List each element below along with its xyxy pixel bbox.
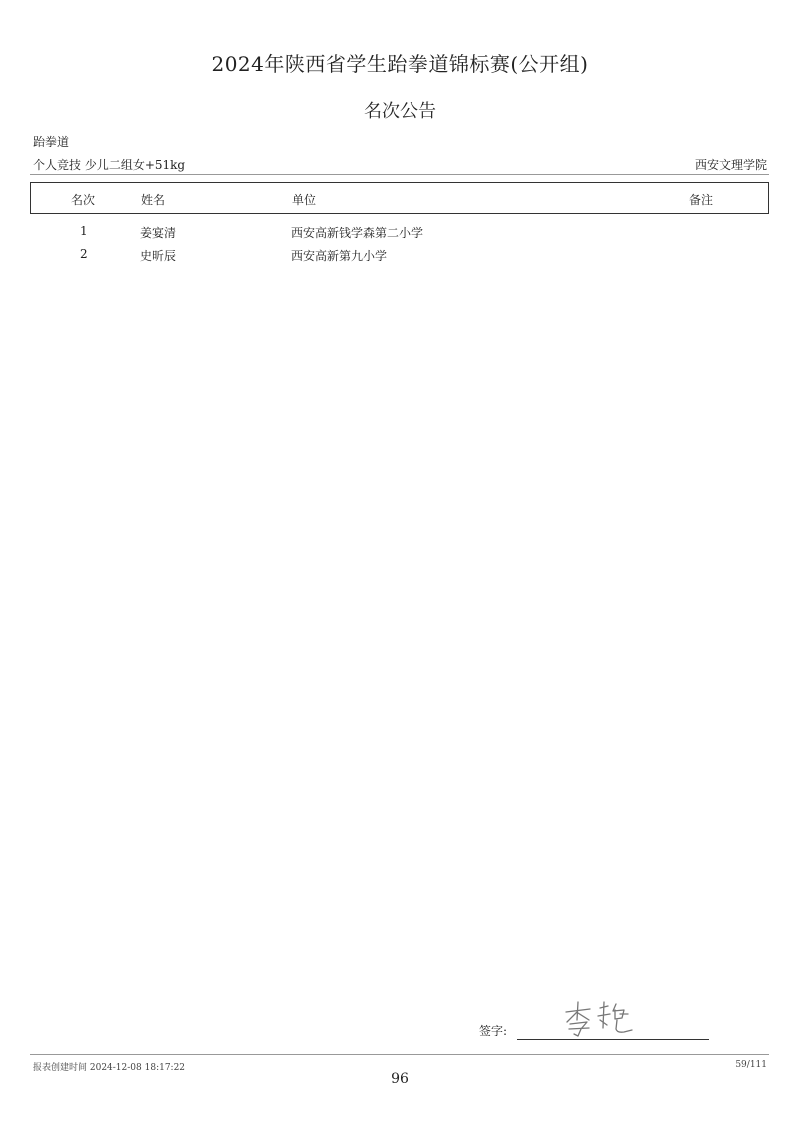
event-label: 个人竞技 少儿二组女+51kg	[33, 158, 186, 172]
signature-label: 签字:	[479, 1024, 508, 1038]
venue-label: 西安文理学院	[694, 158, 767, 172]
handwritten-signature	[560, 998, 650, 1040]
header-unit: 单位	[292, 193, 317, 207]
cell-name: 姜宴清	[140, 226, 177, 240]
page-number: 96	[391, 1071, 409, 1087]
cell-rank: 2	[80, 247, 88, 261]
table-row	[30, 247, 769, 267]
cell-rank: 1	[80, 224, 88, 238]
table-header	[30, 182, 769, 214]
table-row	[30, 224, 769, 244]
top-divider	[30, 174, 769, 175]
created-timestamp: 报表创建时间 2024-12-08 18:17:22	[33, 1063, 186, 1073]
header-name: 姓名	[141, 193, 166, 207]
sport-label: 跆拳道	[33, 135, 70, 149]
bottom-divider	[30, 1054, 769, 1055]
header-rank: 名次	[71, 193, 96, 207]
cell-unit: 西安高新第九小学	[291, 249, 388, 263]
header-remark: 备注	[689, 193, 714, 207]
document-subtitle: 名次公告	[364, 101, 436, 122]
page-fraction: 59/111	[735, 1060, 767, 1070]
document-title: 2024年陕西省学生跆拳道锦标赛(公开组)	[211, 52, 589, 76]
cell-name: 史昕辰	[140, 249, 177, 263]
cell-unit: 西安高新钱学森第二小学	[291, 226, 424, 240]
